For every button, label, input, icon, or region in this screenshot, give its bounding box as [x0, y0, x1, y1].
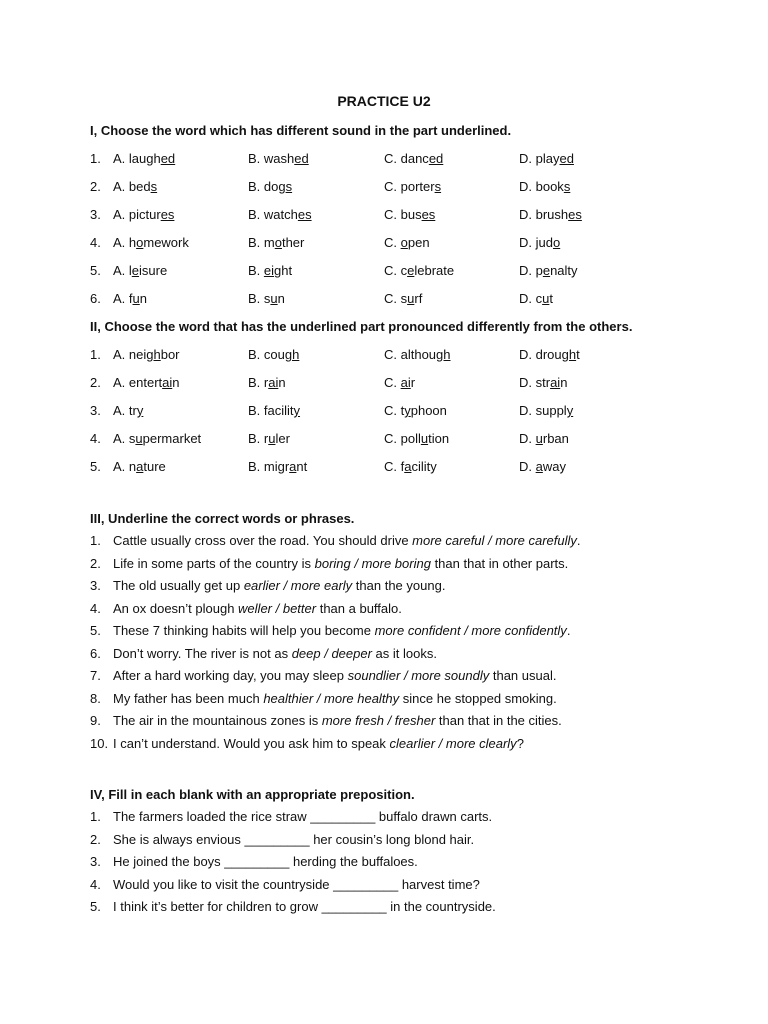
- section1-heading: I, Choose the word which has different sound in the part underlined.: [90, 123, 512, 138]
- underlined-part: o: [136, 235, 144, 250]
- underlined-part: u: [270, 291, 278, 306]
- underlined-part: ai: [268, 375, 279, 390]
- section2-option: C. typhoon: [384, 403, 447, 418]
- section1-option: B. dogs: [248, 179, 293, 194]
- section3-item: 9. The air in the mountainous zones is more fresh / fresher than that in the cities.: [90, 713, 562, 728]
- answer-choices: soundlier / more soundly: [347, 668, 490, 683]
- underlined-part: ed: [294, 151, 309, 166]
- section2-option: B. facility: [248, 403, 301, 418]
- section1-option: A. fun: [113, 291, 147, 306]
- section2-option: D. strain: [519, 375, 568, 390]
- underlined-part: es: [421, 207, 436, 222]
- section3-item: 8. My father has been much healthier / more healthy since he stopped smoking.: [90, 690, 557, 706]
- section3-item: 5. These 7 thinking habits will help you become more confident / more confidently.: [90, 623, 571, 638]
- section2-option: A. nature: [113, 459, 166, 474]
- answer-choices: more fresh / fresher: [321, 713, 436, 728]
- underlined-part: e: [131, 263, 140, 278]
- section4-item: 1. The farmers loaded the rice straw _________ buffalo drawn carts.: [90, 809, 493, 824]
- section2-number: 5.: [90, 459, 101, 474]
- section2-option: D. urban: [519, 431, 569, 446]
- section1-option: D. judo: [519, 235, 561, 250]
- answer-choices: boring / more boring: [314, 555, 431, 571]
- underlined-part: o: [274, 235, 282, 250]
- underlined-part: s: [434, 179, 442, 194]
- section1-number: 2.: [90, 179, 101, 194]
- section1-option: D. books: [519, 179, 571, 194]
- underlined-part: ed: [559, 151, 574, 166]
- underlined-part: a: [404, 459, 412, 474]
- section4-item: 2. She is always envious _________ her cousin’s long blond hair.: [90, 831, 475, 847]
- section1-option: C. danced: [384, 151, 444, 166]
- underlined-part: u: [135, 431, 143, 446]
- section2-option: A. entertain: [113, 375, 180, 390]
- section2-option: D. supply: [519, 403, 574, 418]
- section2-option: B. rain: [248, 375, 286, 390]
- section1-option: B. eight: [248, 263, 293, 278]
- underlined-part: a: [289, 459, 297, 474]
- section1-number: 4.: [90, 235, 101, 250]
- section1-option: B. watches: [248, 207, 312, 222]
- section3-item: 3. The old usually get up earlier / more early than the young.: [90, 578, 446, 593]
- underlined-part: y: [404, 403, 411, 418]
- section1-option: B. washed: [248, 151, 309, 166]
- underlined-part: u: [420, 431, 429, 446]
- underlined-part: y: [566, 403, 574, 418]
- section2-option: D. drought: [519, 347, 580, 362]
- section2-option: A. neighbor: [113, 347, 180, 362]
- section2-option: B. ruler: [248, 431, 290, 446]
- answer-choices: weller / better: [238, 600, 317, 616]
- underlined-part: s: [563, 179, 571, 194]
- section2-option: A. try: [113, 403, 144, 418]
- underlined-part: ei: [263, 263, 275, 278]
- underlined-part: o: [552, 235, 561, 250]
- underlined-part: y: [136, 403, 144, 418]
- section1-option: C. porters: [384, 179, 442, 194]
- section2-option: D. away: [519, 459, 566, 474]
- answer-choices: more confident / more confidently: [374, 623, 567, 638]
- underlined-part: a: [535, 459, 543, 474]
- section2-option: A. supermarket: [113, 431, 202, 446]
- underlined-part: u: [268, 431, 276, 446]
- underlined-part: e: [407, 263, 415, 278]
- section1-option: D. brushes: [519, 207, 582, 222]
- section1-number: 5.: [90, 263, 101, 278]
- section2-number: 3.: [90, 403, 101, 418]
- section3-item: 6. Don’t worry. The river is not as deep / deeper as it looks.: [90, 645, 437, 661]
- answer-choices: clearlier / more clearly: [389, 735, 517, 751]
- underlined-part: ed: [428, 151, 444, 166]
- underlined-part: u: [407, 291, 415, 306]
- section1-option: C. buses: [384, 207, 436, 222]
- underlined-part: gh: [436, 347, 451, 362]
- section1-option: B. mother: [248, 235, 305, 250]
- section2-option: C. facility: [384, 459, 437, 474]
- section4-item: 4. Would you like to visit the countryside _________ harvest time?: [90, 876, 480, 892]
- section1-option: A. leisure: [113, 263, 168, 278]
- section3-item: 4. An ox doesn’t plough weller / better than a buffalo.: [90, 600, 402, 616]
- section1-option: B. sun: [248, 291, 285, 306]
- section1-option: C. surf: [384, 291, 423, 306]
- underlined-part: ai: [400, 375, 411, 390]
- section1-option: C. celebrate: [384, 263, 455, 278]
- section1-number: 6.: [90, 291, 101, 306]
- section2-option: C. although: [384, 347, 451, 362]
- answer-choices: earlier / more early: [243, 578, 353, 593]
- section1-option: A. beds: [113, 179, 158, 194]
- section4-heading: IV, Fill in each blank with an appropriate preposition.: [90, 787, 415, 802]
- underlined-part: u: [535, 431, 543, 446]
- page-title: PRACTICE U2: [337, 93, 431, 109]
- section2-option: C. air: [384, 375, 416, 390]
- answer-choices: healthier / more healthy: [263, 690, 400, 706]
- section1-option: D. played: [519, 151, 574, 166]
- section1-option: D. penalty: [519, 263, 578, 278]
- underlined-part: es: [568, 207, 582, 222]
- answer-choices: more careful / more carefully: [412, 533, 577, 548]
- section2-number: 4.: [90, 431, 101, 446]
- underlined-part: es: [297, 207, 312, 222]
- section1-option: C. open: [384, 235, 430, 250]
- section3-item: 10. I can’t understand. Would you ask him to speak clearlier / more clearly?: [90, 735, 524, 751]
- underlined-part: s: [285, 179, 293, 194]
- section2-number: 1.: [90, 347, 101, 362]
- underlined-part: u: [132, 291, 140, 306]
- section4-item: 5. I think it’s better for children to grow _________ in the countryside.: [90, 899, 496, 914]
- underlined-part: a: [136, 459, 144, 474]
- section1-option: A. pictures: [113, 207, 175, 222]
- underlined-part: gh: [146, 347, 161, 362]
- section3-item: 7. After a hard working day, you may sleep soundlier / more soundly than usual.: [90, 668, 557, 683]
- underlined-part: ai: [550, 375, 561, 390]
- section1-number: 1.: [90, 151, 101, 166]
- section1-option: D. cut: [519, 291, 553, 306]
- section1-option: A. homework: [113, 235, 189, 250]
- section4-item: 3. He joined the boys _________ herding the buffaloes.: [90, 854, 418, 869]
- section1-number: 3.: [90, 207, 101, 222]
- underlined-part: o: [400, 235, 408, 250]
- section2-heading: II, Choose the word that has the underlined part pronounced differently from the others.: [90, 319, 633, 334]
- underlined-part: u: [542, 291, 550, 306]
- underlined-part: ed: [160, 151, 176, 166]
- underlined-part: es: [160, 207, 175, 222]
- section2-option: B. cough: [248, 347, 300, 362]
- section3-heading: III, Underline the correct words or phrases.: [90, 511, 355, 526]
- section2-option: B. migrant: [248, 459, 308, 474]
- underlined-part: e: [542, 263, 551, 278]
- underlined-part: gh: [284, 347, 300, 362]
- underlined-part: y: [293, 403, 301, 418]
- section2-option: C. pollution: [384, 431, 450, 446]
- underlined-part: gh: [561, 347, 577, 362]
- section2-number: 2.: [90, 375, 101, 390]
- underlined-part: ai: [162, 375, 173, 390]
- underlined-part: s: [150, 179, 158, 194]
- section3-item: 1. Cattle usually cross over the road. You should drive more careful / more carefully.: [90, 533, 581, 548]
- answer-choices: deep / deeper: [291, 645, 372, 661]
- section3-item: 2. Life in some parts of the country is boring / more boring than that in other parts.: [90, 555, 569, 571]
- section1-option: A. laughed: [113, 151, 176, 166]
